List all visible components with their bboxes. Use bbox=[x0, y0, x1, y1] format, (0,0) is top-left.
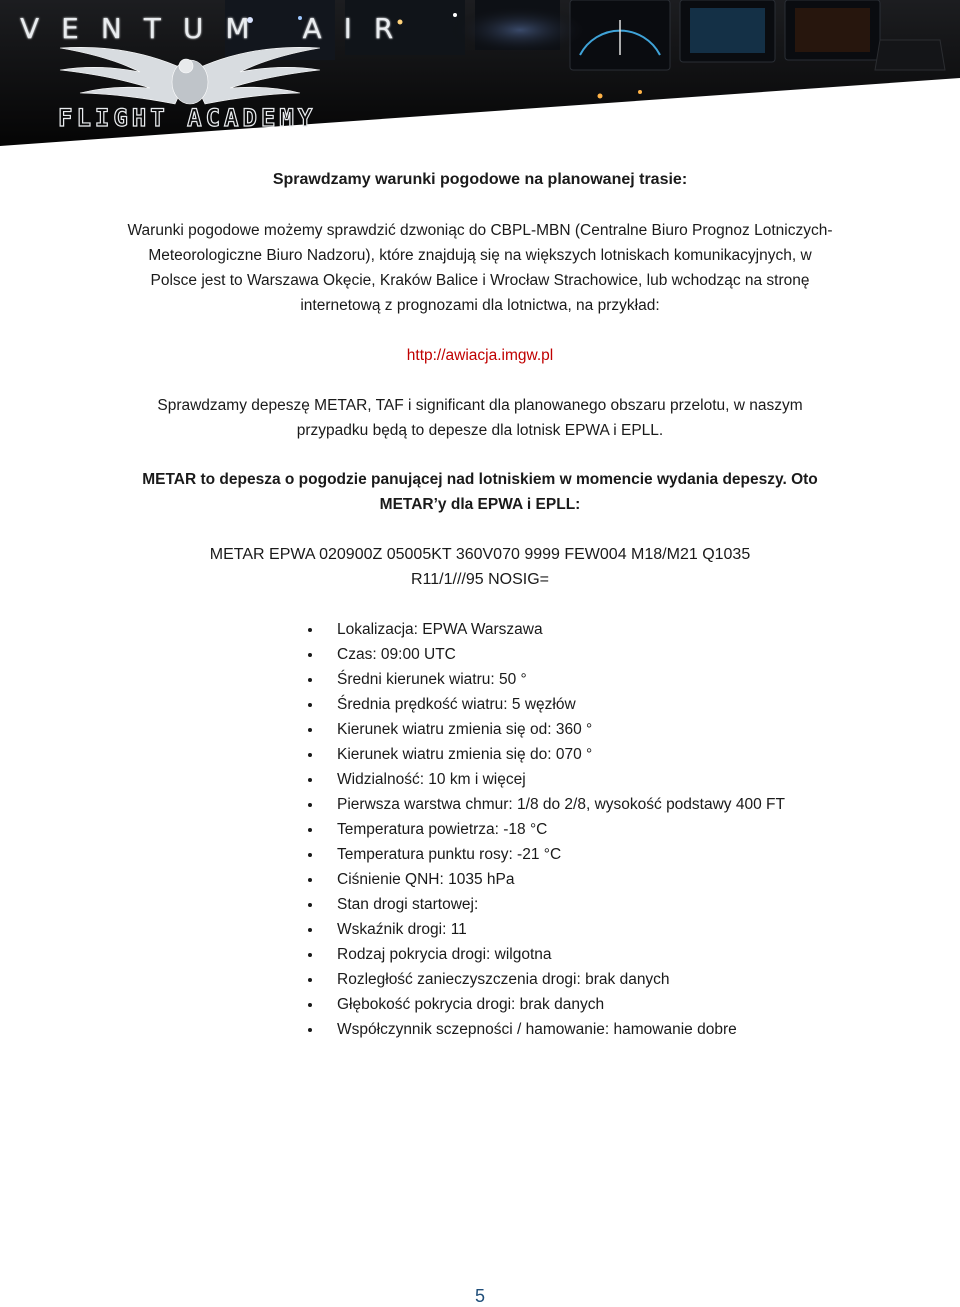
weather-link[interactable]: http://awiacja.imgw.pl bbox=[406, 347, 554, 364]
list-item bbox=[305, 717, 785, 742]
intro-paragraph bbox=[100, 218, 860, 318]
list-item bbox=[305, 767, 785, 792]
list-item-text: Średni kierunek wiatru: 50 ° bbox=[337, 671, 527, 688]
list-item-text: Temperatura punktu rosy: -21 °C bbox=[337, 846, 562, 863]
brand-subtitle: FLIGHT ACADEMY bbox=[58, 104, 317, 132]
decoded-metar-list bbox=[305, 617, 785, 1042]
list-item-text: Temperatura powietrza: -18 °C bbox=[337, 821, 548, 838]
list-item bbox=[305, 967, 785, 992]
text-line: METAR’y dla EPWA i EPLL: bbox=[379, 496, 581, 513]
list-item-text: Widzialność: 10 km i więcej bbox=[337, 771, 526, 788]
bullet-icon bbox=[308, 653, 312, 657]
list-item bbox=[305, 1017, 785, 1042]
metar-definition bbox=[100, 467, 860, 517]
list-item bbox=[305, 667, 785, 692]
bullet-icon bbox=[308, 928, 312, 932]
text-line: Polsce jest to Warszawa Okęcie, Kraków Balice i Wrocław Strachowice, lub wchodząc na stronę bbox=[150, 272, 810, 289]
text-line: METAR EPWA 020900Z 05005KT 360V070 9999 FEW004 M18/M21 Q1035 bbox=[209, 546, 751, 563]
text-line: R11/1///95 NOSIG= bbox=[411, 571, 549, 588]
list-item-text: Rodzaj pokrycia drogi: wilgotna bbox=[337, 946, 552, 963]
section-heading: Sprawdzamy warunki pogodowe na planowanej trasie: bbox=[272, 171, 688, 188]
list-item bbox=[305, 617, 785, 642]
metar-code bbox=[100, 542, 860, 592]
list-item-text: Stan drogi startowej: bbox=[337, 896, 479, 913]
text-line: przypadku będą to depesze dla lotnisk EPWA i EPLL. bbox=[296, 422, 664, 439]
list-item bbox=[305, 817, 785, 842]
page-number: 5 bbox=[474, 1286, 485, 1306]
bullet-icon bbox=[308, 903, 312, 907]
list-item-text: Ciśnienie QNH: 1035 hPa bbox=[337, 871, 515, 888]
brand-title: VENTUM AIR bbox=[20, 12, 416, 45]
bullet-icon bbox=[308, 1028, 312, 1032]
bullet-icon bbox=[308, 1003, 312, 1007]
bullet-icon bbox=[308, 703, 312, 707]
text-line: Meteorologiczne Biuro Nadzoru), które znajdują się na większych lotniskach komunikacyjnych, w bbox=[148, 247, 812, 264]
list-item bbox=[305, 992, 785, 1017]
check-paragraph bbox=[100, 393, 860, 443]
list-item-text: Lokalizacja: EPWA Warszawa bbox=[337, 621, 543, 638]
list-item-text: Kierunek wiatru zmienia się od: 360 ° bbox=[337, 721, 593, 738]
text-line: METAR to depesza o pogodzie panującej nad lotniskiem w momencie wydania depeszy. Oto bbox=[142, 471, 818, 488]
list-item bbox=[305, 892, 785, 917]
list-item-text: Czas: 09:00 UTC bbox=[337, 646, 456, 663]
list-item bbox=[305, 917, 785, 942]
list-item-text: Wskaźnik drogi: 11 bbox=[337, 921, 467, 938]
list-item bbox=[305, 942, 785, 967]
list-item bbox=[305, 792, 785, 817]
bullet-icon bbox=[308, 753, 312, 757]
list-item-text: Kierunek wiatru zmienia się do: 070 ° bbox=[337, 746, 593, 763]
text-line: Sprawdzamy depeszę METAR, TAF i significant dla planowanego obszaru przelotu, w naszym bbox=[157, 397, 803, 414]
bullet-icon bbox=[308, 803, 312, 807]
list-item-text: Rozległość zanieczyszczenia drogi: brak danych bbox=[337, 971, 670, 988]
bullet-icon bbox=[308, 853, 312, 857]
bullet-icon bbox=[308, 953, 312, 957]
bullet-icon bbox=[308, 878, 312, 882]
text-line: internetową z prognozami dla lotnictwa, na przykład: bbox=[300, 297, 660, 314]
list-item-text: Pierwsza warstwa chmur: 1/8 do 2/8, wysokość podstawy 400 FT bbox=[337, 796, 785, 813]
list-item bbox=[305, 742, 785, 767]
bullet-icon bbox=[308, 678, 312, 682]
bullet-icon bbox=[308, 978, 312, 982]
list-item bbox=[305, 692, 785, 717]
bullet-icon bbox=[308, 628, 312, 632]
list-item bbox=[305, 842, 785, 867]
text-line: Warunki pogodowe możemy sprawdzić dzwoniąc do CBPL-MBN (Centralne Biuro Prognoz Lotniczych- bbox=[127, 222, 833, 239]
bullet-icon bbox=[308, 728, 312, 732]
bullet-icon bbox=[308, 828, 312, 832]
header-banner bbox=[0, 0, 960, 146]
list-item bbox=[305, 867, 785, 892]
list-item-text: Średnia prędkość wiatru: 5 węzłów bbox=[337, 696, 576, 713]
list-item bbox=[305, 642, 785, 667]
bullet-icon bbox=[308, 778, 312, 782]
list-item-text: Współczynnik sczepności / hamowanie: hamowanie dobre bbox=[337, 1021, 737, 1038]
list-item-text: Głębokość pokrycia drogi: brak danych bbox=[337, 996, 605, 1013]
